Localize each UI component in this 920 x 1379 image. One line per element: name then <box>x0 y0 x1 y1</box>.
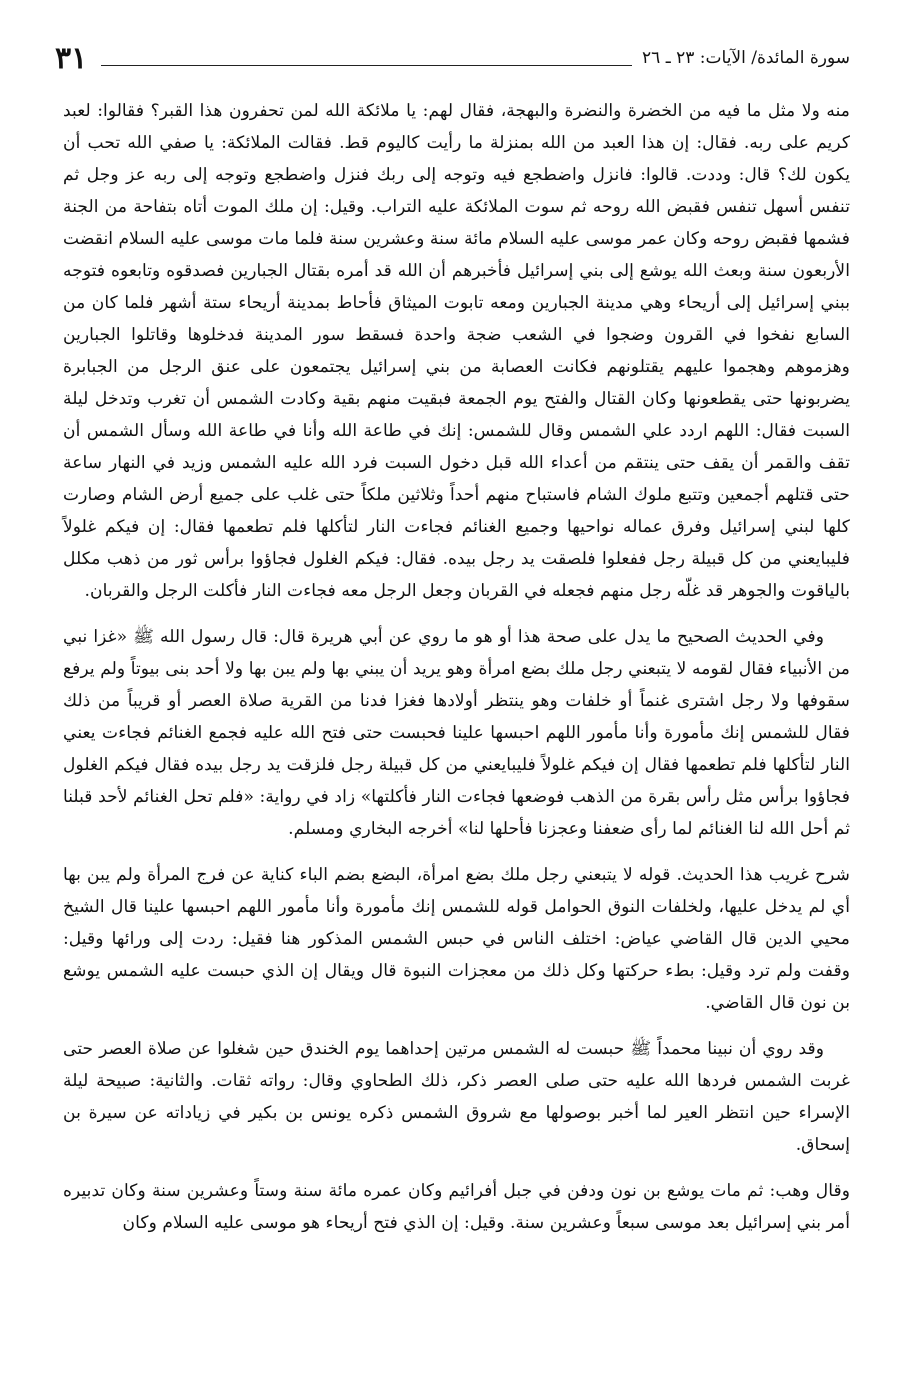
body-text <box>63 95 850 1253</box>
page-number: ٣١ <box>55 40 88 76</box>
paragraph-2: وفي الحديث الصحيح ما يدل على صحة هذا أو هو ما روي عن أبي هريرة قال: قال رسول الله ﷺ «غزا نبي من الأنبياء فقال لقومه لا يتبعني رجل ملك بضع امرأة وهو يريد أن يبني بها ولم يبن بها ولا أحد بنى بيوتاً ولم يرفع سقوفها ولا رجل اشترى غنماً أو خلفات وهو ينتظر أولادها فغزا فدنا من القرية صلاة العصر أو قريباً من ذلك فقال للشمس إنك مأمورة وأنا مأمور اللهم احبسها علينا فحبست حتى فتح الله عليه فجمع الغنائم فجاءت يعني النار لتأكلها فلم تطعمها فقال إن فيكم غلولاً فليبايعني من كل قبيلة رجل فلزقت يد رجل بيده فقال فيكم الغلول فجاؤوا برأس مثل رأس بقرة من الذهب فوضعها فجاءت النار فأكلتها» زاد في رواية: «فلم تحل الغنائم لأحد قبلنا ثم أحل الله لنا الغنائم لما رأى ضعفنا وعجزنا فأحلها لنا» أخرجه البخاري ومسلم. <box>63 627 850 839</box>
paragraph-3: شرح غريب هذا الحديث. قوله لا يتبعني رجل ملك بضع امرأة، البضع بضم الباء كناية عن فرج المرأة ولم يبن بها أي لم يدخل عليها، ولخلفات النوق الحوامل قوله للشمس إنك مأمورة وأنا مأمور اللهم احبسها علينا قال الشيخ محيي الدين قال القاضي عياض: اختلف الناس في حبس الشمس المذكور هنا فقيل: ردت إلى ورائها وقيل: وقفت ولم ترد وقيل: بطء حركتها وكل ذلك من معجزات النبوة قال ويقال إن الذي حبست عليه الشمس يوشع بن نون قال القاضي. <box>63 865 850 1013</box>
paragraph-5: وقال وهب: ثم مات يوشع بن نون ودفن في جبل أفرائيم وكان عمره مائة سنة وستاً وعشرين سنة وكان تدبيره أمر بني إسرائيل بعد موسى سبعاً وعشرين سنة. وقيل: إن الذي فتح أريحاء هو موسى عليه السلام وكان <box>63 1181 850 1233</box>
header-rule <box>101 65 632 66</box>
page-header <box>55 38 850 78</box>
running-title: سورة المائدة/ الآيات: ٢٣ ـ ٢٦ <box>642 48 850 68</box>
paragraph-4: وقد روي أن نبينا محمداً ﷺ حبست له الشمس مرتين إحداهما يوم الخندق حين شغلوا عن صلاة العصر حتى غربت الشمس فردها الله عليه حتى صلى العصر ذكر، ذلك الطحاوي وقال: رواته ثقات. والثانية: صبيحة ليلة الإسراء حين انتظر العير لما أخبر بوصولها مع شروق الشمس ذكره يونس بن بكير في زياداته عن سيرة بن إسحاق. <box>63 1039 850 1155</box>
paragraph-1: منه ولا مثل ما فيه من الخضرة والنضرة والبهجة، فقال لهم: يا ملائكة الله لمن تحفرون هذا القبر؟ فقالوا: لعبد كريم على ربه. فقال: إن هذا العبد من الله بمنزلة ما رأيت كاليوم قط. فقالت الملائكة: يا صفي الله تحب أن يكون لك؟ قال: وددت. قالوا: فانزل واضطجع فيه وتوجه إلى ربك فنزل واضطجع وتوجه إلى ربه عز وجل ثم تنفس أسهل تنفس فقبض الله روحه ثم سوت الملائكة عليه التراب. وقيل: إن ملك الموت أتاه بتفاحة من الجنة فشمها فقبض روحه وكان عمر موسى عليه السلام مائة سنة وعشرين سنة فلما مات موسى عليه السلام انقضت الأربعون سنة وبعث الله يوشع إلى بني إسرائيل فأخبرهم أن الله قد أمره بقتال الجبارين فصدقوه وتابعوه فتوجه ببني إسرائيل إلى أريحاء وهي مدينة الجبارين ومعه تابوت الميثاق فأحاط بمدينة أريحاء ستة أشهر فلما كان من السابع نفخوا في القرون وضجوا في الشعب ضجة واحدة فسقط سور المدينة فدخلوها وقاتلوا الجبارين وهزموهم وهجموا عليهم يقتلونهم فكانت العصابة من بني إسرائيل يجتمعون على عنق الرجل من الجبابرة يضربونها حتى يقطعونها وكان القتال والفتح يوم الجمعة فبقيت منهم بقية وكادت الشمس أن تغرب وتدخل ليلة السبت فقال: اللهم اردد علي الشمس وقال للشمس: إنك في طاعة الله وأنا في طاعة الله وسأل الشمس أن تقف والقمر أن يقف حتى ينتقم من أعداء الله قبل دخول السبت فرد الله عليه الشمس وزيد في النهار ساعة حتى قتلهم أجمعين وتتبع ملوك الشام فاستباح منهم أحداً وثلاثين ملكاً حتى غلب على جميع أرض الشام وصارت كلها لبني إسرائيل وفرق عماله نواحيها وجميع الغنائم فجاءت النار لتأكلها فلم تطعمها فقال: إن فيكم غلولاً فليبايعني من كل قبيلة رجل ففعلوا فلصقت يد رجل بيده. فقال: فيكم الغلول فجاؤوا برأس ثور من ذهب مكلل بالياقوت والجوهر قد غلّه رجل منهم فجعله في القربان وجعل الرجل معه فجاءت النار فأكلت الرجل والقربان. <box>63 101 850 601</box>
